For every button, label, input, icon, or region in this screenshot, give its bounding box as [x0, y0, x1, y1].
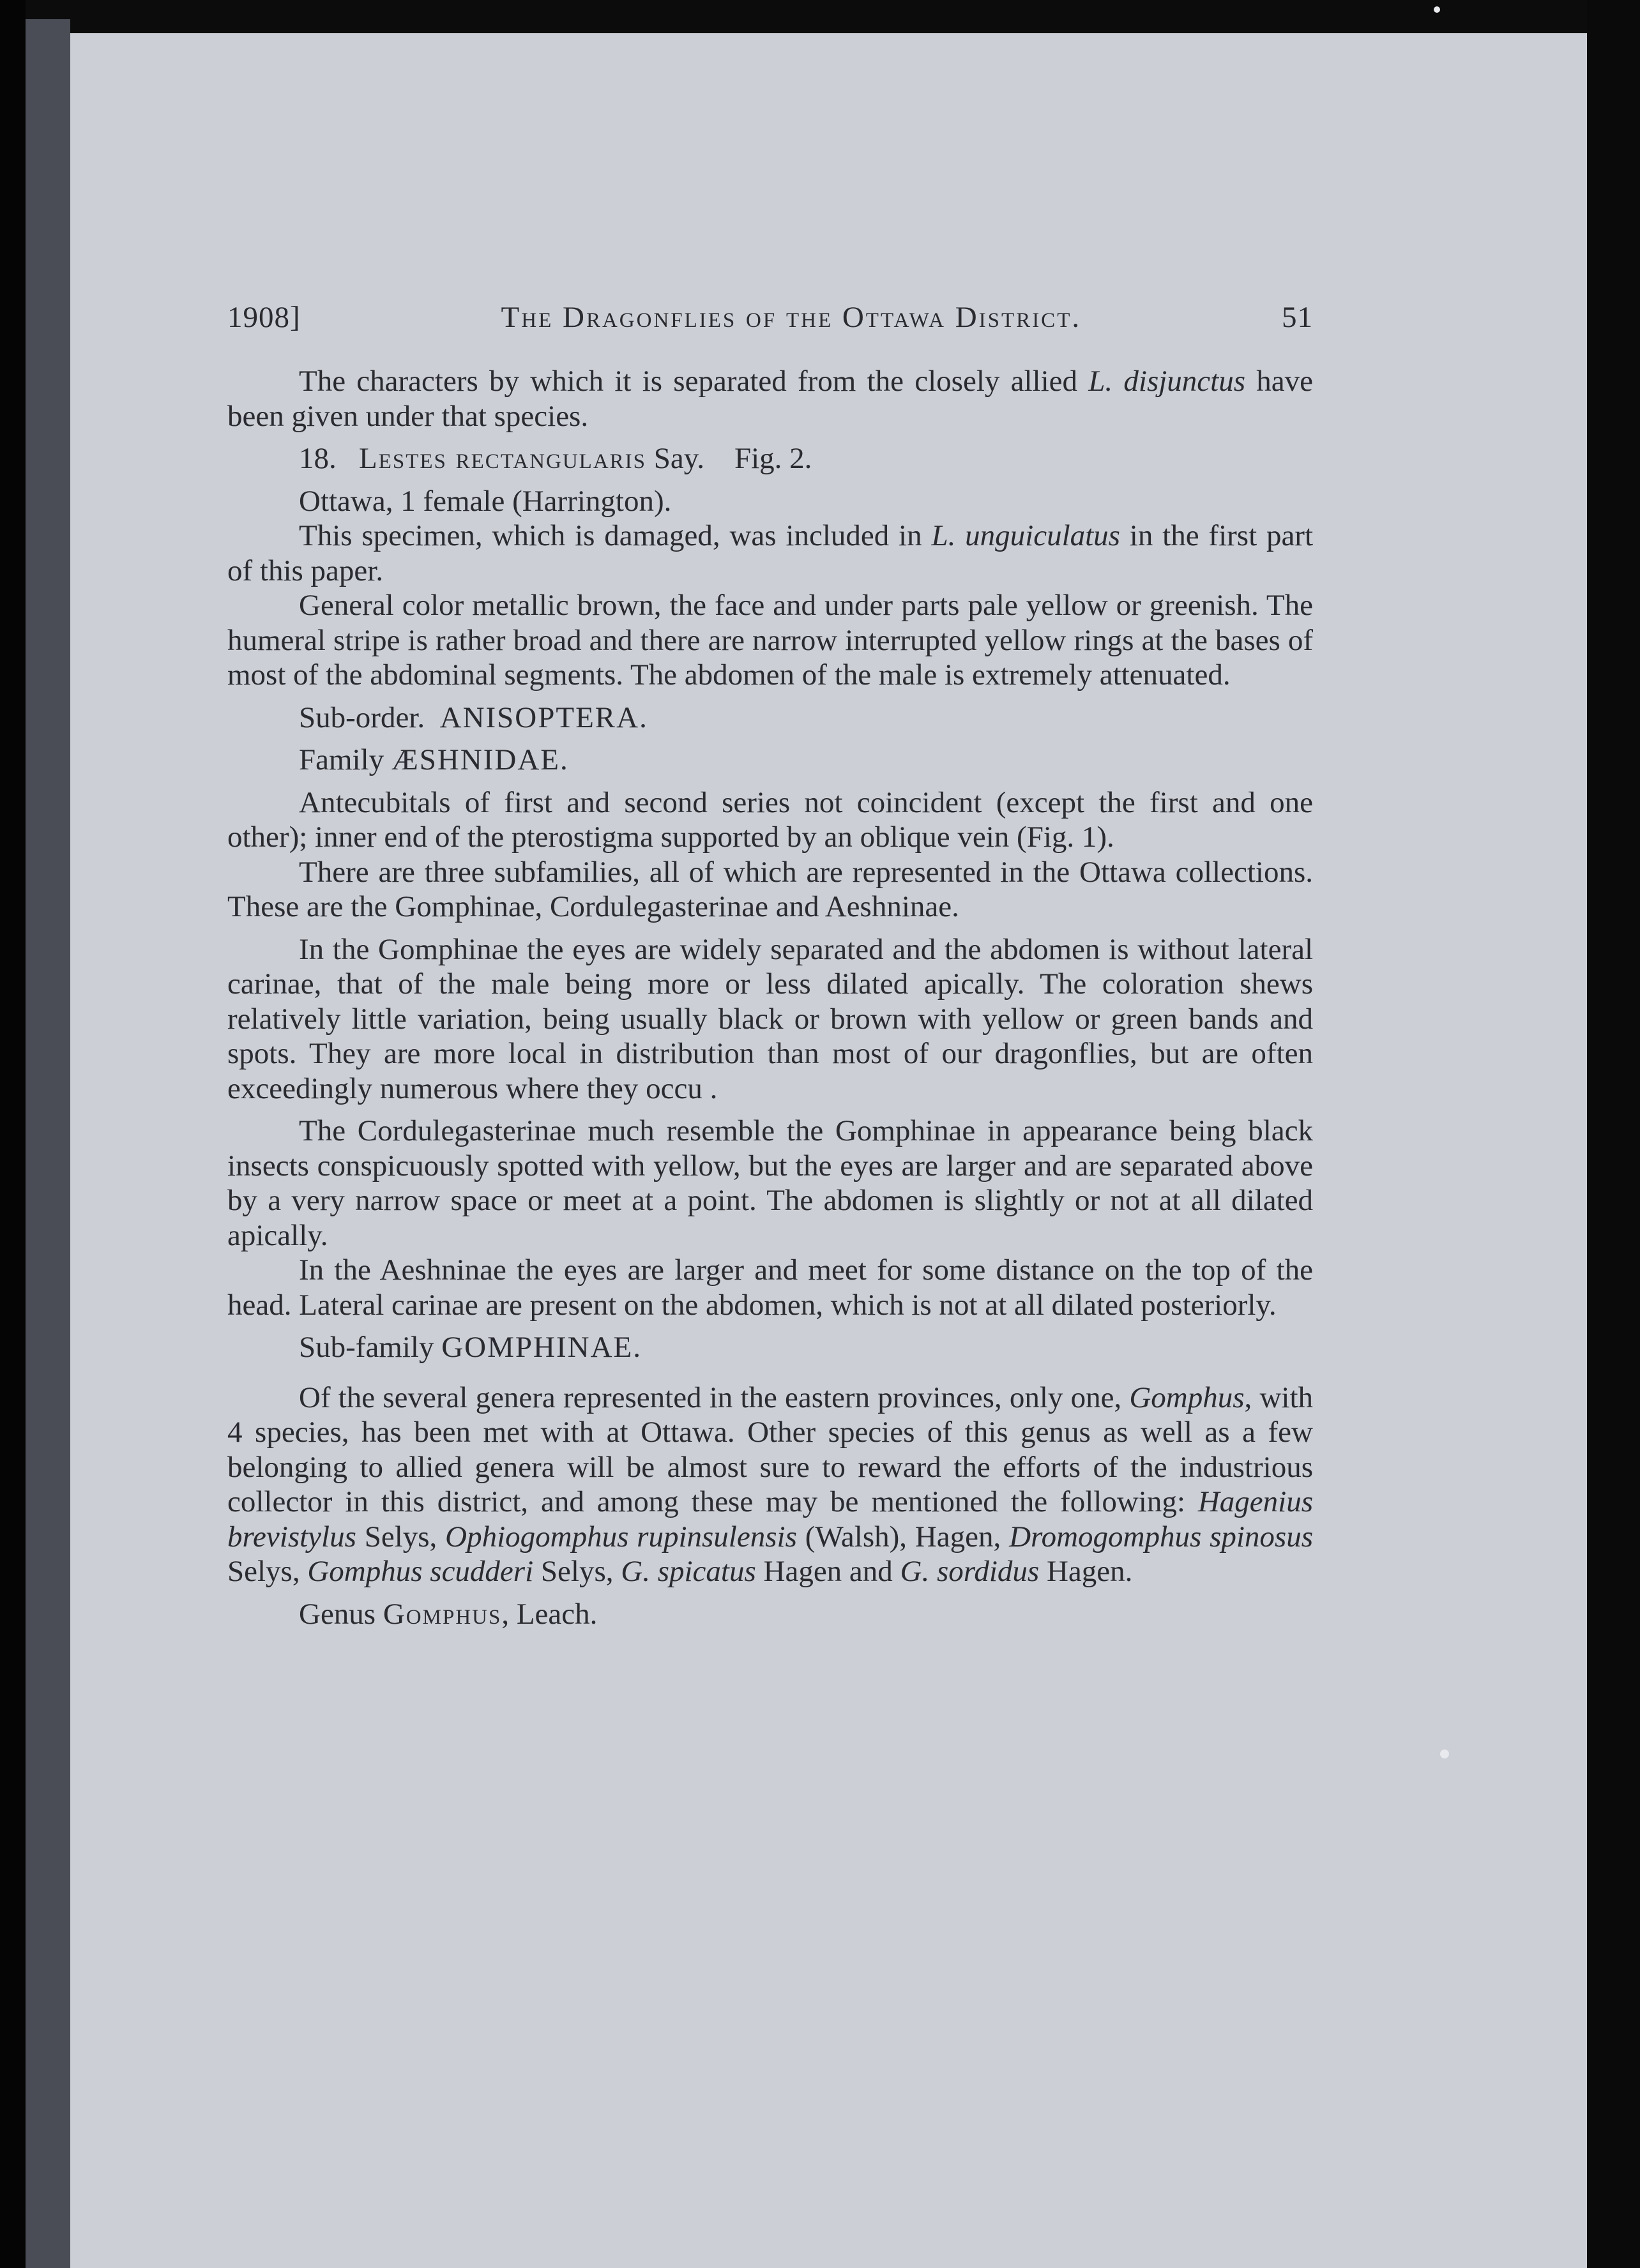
text-run: in the first part of this paper. — [227, 519, 1314, 587]
paragraph-aeshninae: In the Aeshninae the eyes are larger and meet for some distance on the top of the head. Lateral carinae are present on the abdomen, which is not at all dilated posteriorly. — [227, 1253, 1313, 1322]
paragraph-coloration: General color metallic brown, the face and under parts pale yellow or greenish. The humeral stripe is rather broad and there are narrow interrupted yellow rings at the bases of most of the abdominal segments. The abdomen of the male is extremely attenuated. — [227, 589, 1313, 692]
species-name: Lestes rectangularis — [359, 442, 647, 475]
subfamily-name: GOMPHINAE. — [441, 1331, 642, 1364]
scan-speck — [1440, 1750, 1449, 1758]
paragraph-cordulegasterinae: The Cordulegasterinae much resemble the Gomphinae in appearance being black insects conspicuously spotted with yellow, but the eyes are larger and are separated above by a very narrow space or meet at a point. The abdomen is slightly or not at all dilated apically. — [227, 1114, 1313, 1252]
page-number: 51 — [1282, 301, 1313, 334]
scan-left-edge — [0, 0, 26, 2268]
paragraph-genera — [227, 1380, 1313, 1589]
genus-label: Genus — [299, 1597, 383, 1631]
italic-taxon: G. sordidus — [900, 1555, 1040, 1588]
text-run: This specimen, which is damaged, was included in — [299, 519, 932, 552]
subfamily-label: Sub-family — [299, 1331, 434, 1364]
running-head-year: 1908] — [227, 301, 301, 334]
paragraph-gomphinae: In the Gomphinae the eyes are widely separated and the abdomen is without lateral carinae, that of the male being more or less dilated apically. The coloration shews relatively little variation, being usually black or brown with yellow or green bands and spots. They are more local in distribution than most of our dragonflies, but are often exceedingly numerous where they occu . — [227, 932, 1313, 1105]
italic-taxon: Hagenius brevistylus — [227, 1485, 1313, 1554]
italic-taxon: L. unguiculatus — [931, 519, 1120, 552]
text-run: Of the several genera represented in the eastern provinces, only one, — [299, 1380, 1130, 1414]
italic-taxon: Gomphus — [1129, 1380, 1245, 1414]
family-label: Family — [299, 743, 384, 776]
text-run: The characters by which it is separated from the closely allied — [299, 365, 1089, 398]
text-run: (Walsh), Hagen, — [796, 1520, 1010, 1554]
text-run: Selys, — [227, 1555, 308, 1588]
family-name: ÆSHNIDAE. — [391, 743, 569, 776]
italic-taxon: Ophiogomphus rupinsulensis — [445, 1520, 797, 1554]
text-run: , with 4 species, has been met with at Ottawa. Other species of this genus as well as a few belonging to allied genera will be almost sure to reward the efforts of the industrious collector in this district, and among these may be mentioned the following: — [227, 1380, 1313, 1518]
running-head-title: The Dragonflies of the Ottawa District. — [501, 301, 1082, 334]
text-run: have been given under that species. — [227, 365, 1313, 433]
subfamily-heading — [227, 1330, 1313, 1365]
suborder-name: ANISOPTERA. — [439, 700, 648, 734]
paragraph-specimen — [227, 518, 1313, 588]
italic-taxon: Gomphus scudderi — [307, 1555, 534, 1588]
running-head — [227, 300, 1313, 345]
italic-taxon: Dromogomphus spinosus — [1009, 1520, 1313, 1554]
genus-author: , Leach. — [501, 1597, 598, 1631]
text-run: Selys, — [533, 1555, 621, 1588]
paragraph-distinguishing-characters — [227, 364, 1313, 434]
italic-taxon: L. disjunctus — [1088, 365, 1246, 398]
italic-taxon: G. spicatus — [621, 1555, 756, 1588]
paragraph-subfamilies: There are three subfamilies, all of which are represented in the Ottawa collections. These are the Gomphinae, Cordulegasterinae and Aeshninae. — [227, 855, 1313, 923]
species-heading — [227, 441, 1313, 476]
figure-reference: Fig. 2. — [734, 442, 812, 475]
text-run: Selys, — [356, 1520, 446, 1554]
species-number: 18. — [299, 442, 337, 475]
scan-margin-strip — [26, 19, 70, 2268]
genus-heading — [227, 1597, 1313, 1632]
page-text — [227, 300, 1313, 1631]
scan-right-edge — [1587, 0, 1640, 2268]
paragraph-antecubitals: Antecubitals of first and second series not coincident (except the first and one other); inner end of the pterostigma supported by an oblique vein (Fig. 1). — [227, 785, 1313, 854]
locality-line: Ottawa, 1 female (Harrington). — [299, 484, 672, 518]
suborder-heading — [227, 700, 1313, 736]
species-author: Say. — [646, 442, 704, 475]
suborder-label: Sub-order. — [299, 700, 425, 734]
genus-name: Gomphus — [383, 1597, 502, 1631]
text-run: Hagen and — [755, 1555, 900, 1588]
text-run: Hagen. — [1039, 1555, 1133, 1588]
family-heading — [227, 743, 1313, 778]
scan-speck — [1434, 6, 1440, 13]
